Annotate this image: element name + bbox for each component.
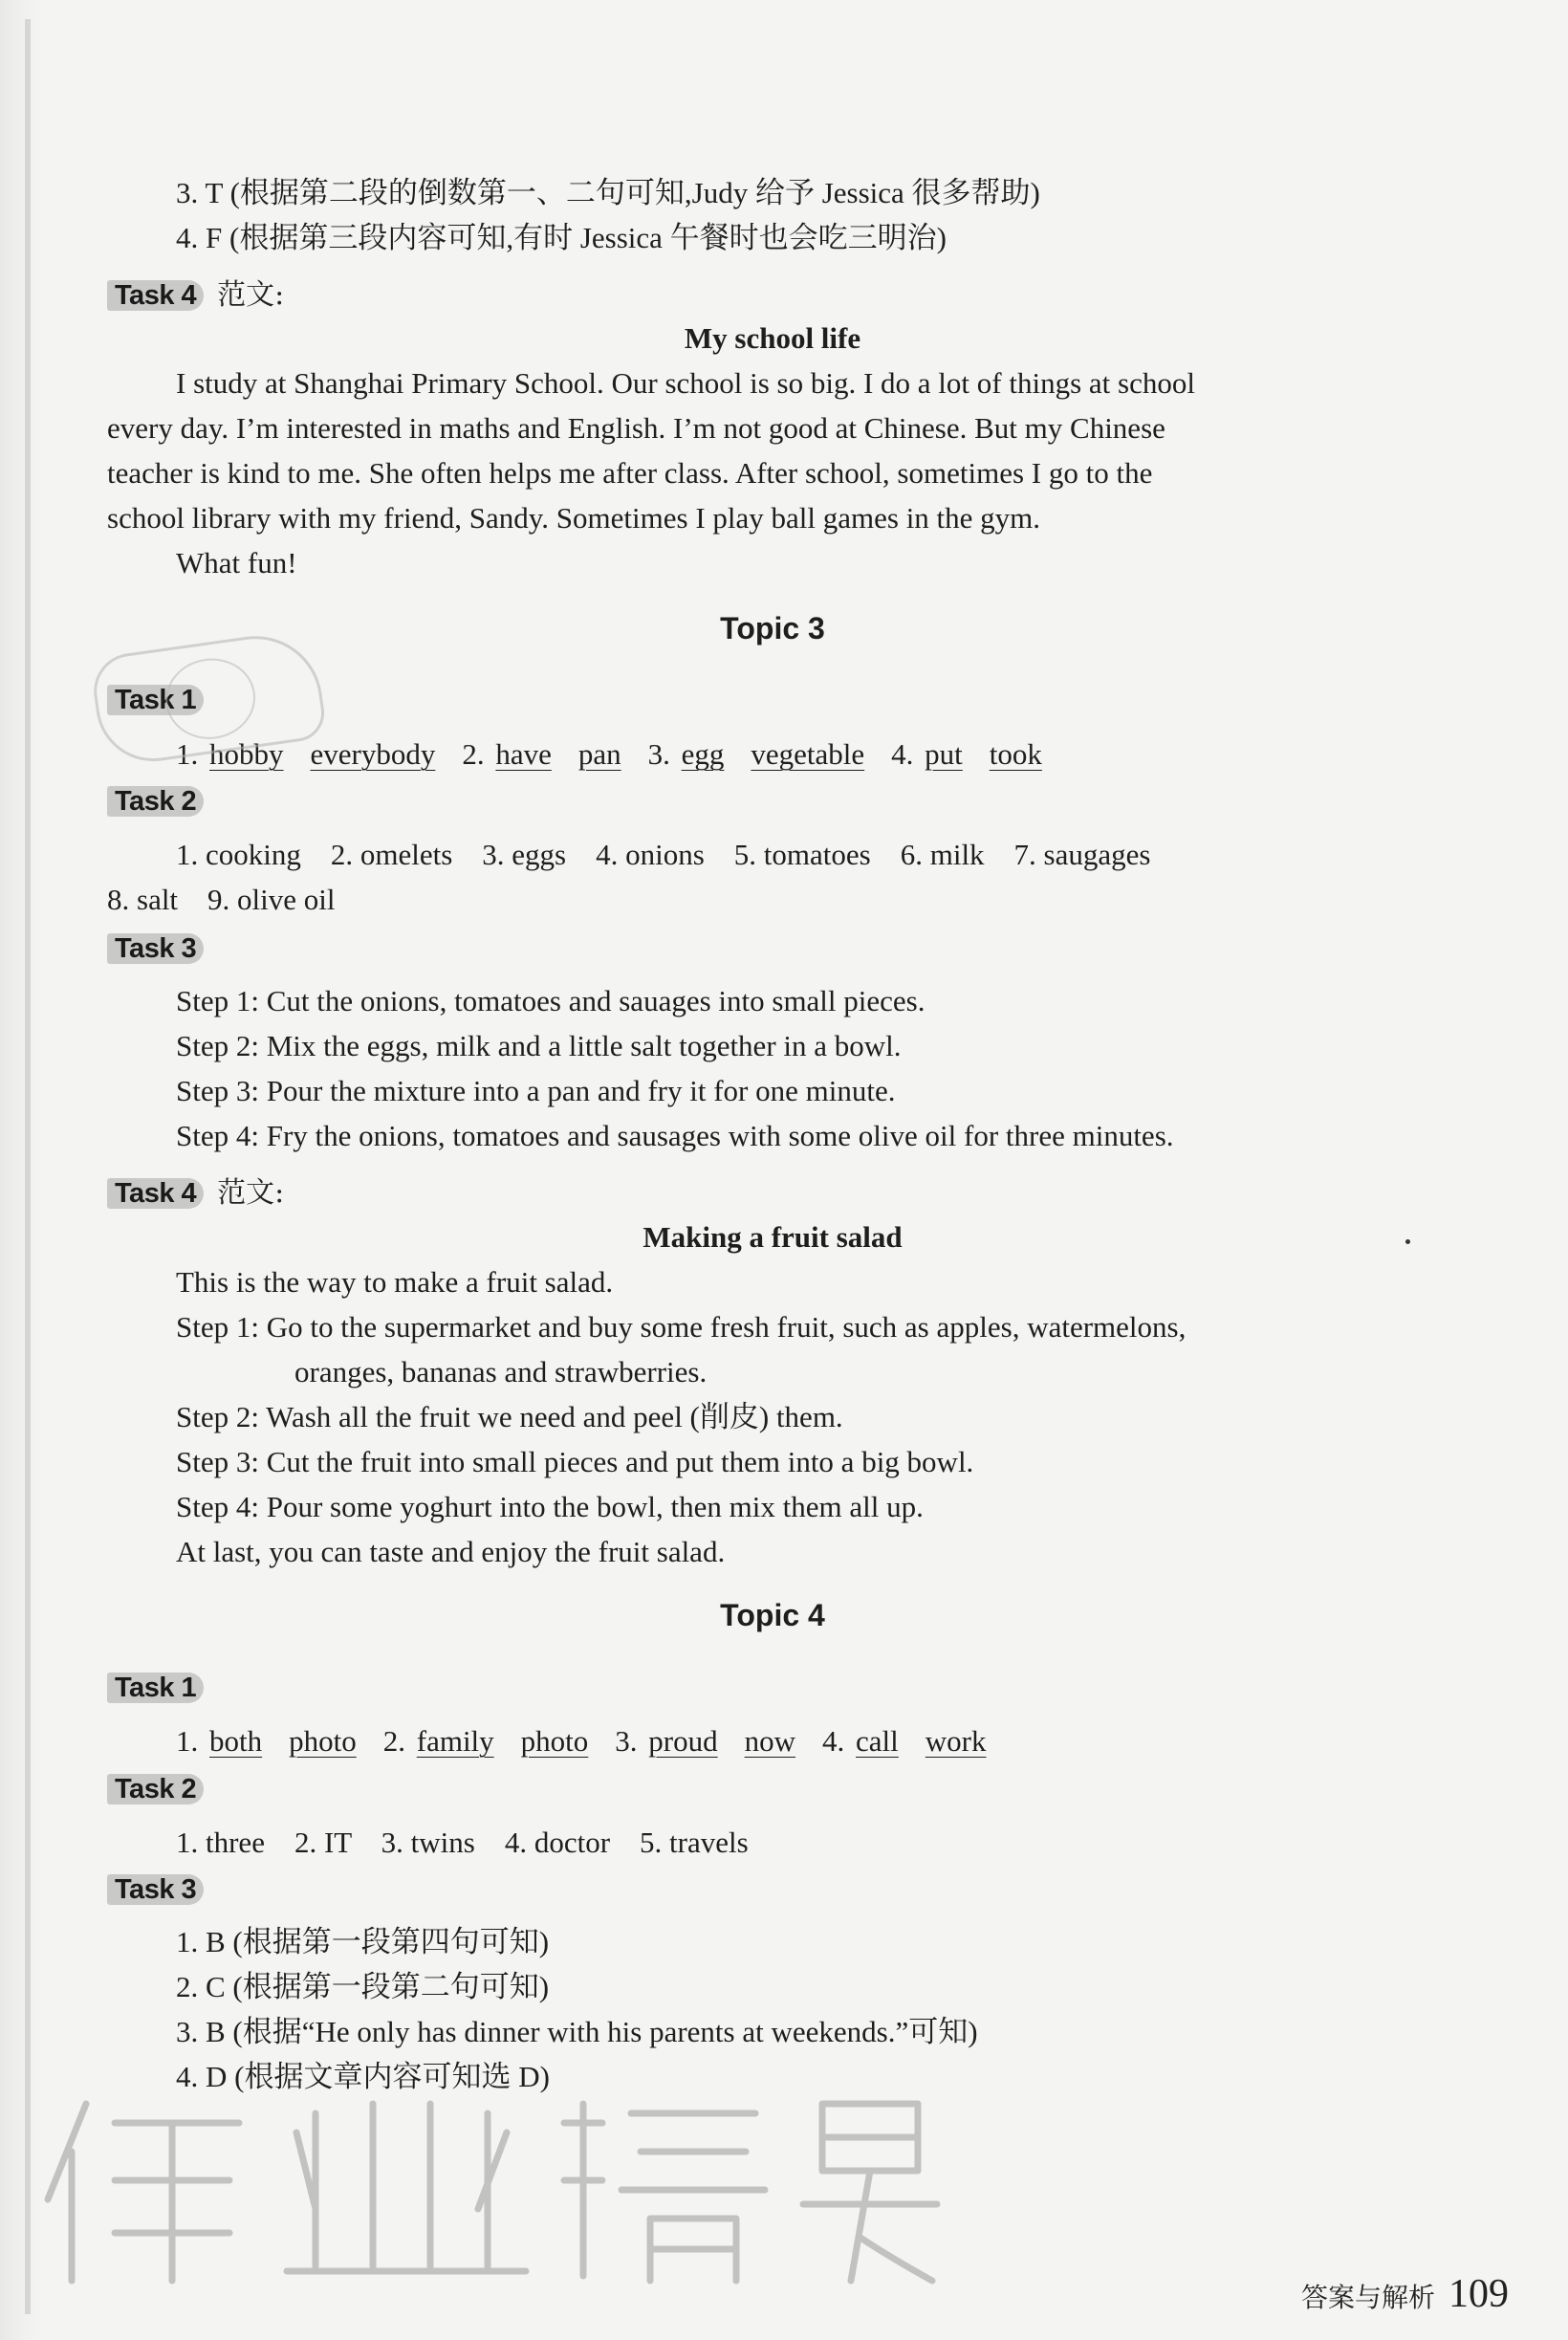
answer-word: pan	[577, 737, 621, 771]
step-line: Step 4: Fry the onions, tomatoes and sausages with some olive oil for three minutes.	[176, 1119, 1174, 1152]
task-tag: Task 4	[107, 280, 204, 311]
item-number: 2.	[382, 1724, 413, 1758]
task-tag: Task 1	[107, 685, 204, 715]
task1-heading-topic4	[107, 1673, 1438, 1703]
task-tag: Task 3	[107, 1874, 204, 1905]
task3-heading-topic3	[107, 933, 1438, 964]
model-essay-label: 范文:	[217, 1176, 285, 1210]
step-line: Step 4: Pour some yoghurt into the bowl, then mix them all up.	[176, 1490, 924, 1523]
task-tag: Task 1	[107, 1673, 204, 1703]
task3-heading-topic4	[107, 1874, 1438, 1905]
essay-line: I study at Shanghai Primary School. Our school is so big. I do a lot of things at school	[176, 366, 1195, 400]
item-number: 4.	[891, 737, 922, 771]
task4-heading-topic3	[107, 1170, 1438, 1215]
step-line: Step 2: Wash all the fruit we need and peel (削皮) them.	[176, 1400, 843, 1433]
spine-edge	[25, 19, 31, 2314]
item-number: 1.	[176, 737, 206, 771]
answer-t3-item4: 4. F (根据第三段内容可知,有时 Jessica 午餐时也会吃三明治)	[176, 221, 947, 254]
answer-item: 1. B (根据第一段第四句可知)	[176, 1925, 550, 1958]
model-essay-label: 范文:	[217, 278, 285, 312]
answer-word: family	[416, 1724, 494, 1758]
essay-line: At last, you can taste and enjoy the fruit salad.	[176, 1535, 726, 1568]
topic-4-heading: Topic 4	[720, 1598, 825, 1632]
book-spine-shadow	[0, 0, 42, 2340]
task-tag: Task 3	[107, 933, 204, 964]
answer-word: hobby	[209, 737, 284, 771]
answer-word: call	[856, 1724, 899, 1758]
task-tag: Task 2	[107, 786, 204, 817]
answer-word: work	[925, 1724, 987, 1758]
item-number: 4.	[822, 1724, 853, 1758]
answer-word: photo	[520, 1724, 589, 1758]
answer-word: now	[744, 1724, 796, 1758]
ink-dot	[1405, 1239, 1410, 1244]
page-footer	[1301, 2271, 1509, 2317]
topic-3-heading: Topic 3	[720, 611, 825, 645]
answer-word: everybody	[310, 737, 436, 771]
answer-word: egg	[681, 737, 725, 771]
answer-word: proud	[648, 1724, 718, 1758]
step-line: Step 1: Go to the supermarket and buy some fresh fruit, such as apples, watermelons,	[176, 1310, 1187, 1344]
answer-item: 2. C (根据第一段第二句可知)	[176, 1970, 550, 2003]
step-line: Step 1: Cut the onions, tomatoes and sauages into small pieces.	[176, 984, 926, 1017]
step-line-continued: oranges, bananas and strawberries.	[294, 1355, 708, 1389]
watermark-logo	[29, 2066, 947, 2295]
essay-line: teacher is kind to me. She often helps me after class. After school, sometimes I go to the	[107, 456, 1153, 490]
topic4-task2-line: 1. three 2. IT 3. twins 4. doctor 5. travels	[176, 1826, 749, 1859]
item-number: 3.	[647, 737, 678, 771]
task2-heading-topic3	[107, 786, 1438, 817]
answer-t3-item3: 3. T (根据第二段的倒数第一、二句可知,Judy 给予 Jessica 很多帮助)	[176, 176, 1040, 209]
answer-word: have	[495, 737, 552, 771]
answer-word: both	[209, 1724, 263, 1758]
answer-item: 3. B (根据“He only has dinner with his parents at weekends.”可知)	[176, 2015, 978, 2048]
item-number: 2.	[462, 737, 492, 771]
section-label: 答案与解析	[1300, 2282, 1435, 2313]
essay-line: every day. I’m interested in maths and English. I’m not good at Chinese. But my Chinese	[107, 411, 1165, 445]
topic3-task1-answers	[107, 732, 1507, 776]
essay-title: Making a fruit salad	[642, 1220, 903, 1254]
answer-word: put	[925, 737, 963, 771]
topic4-task1-answers	[107, 1718, 1507, 1763]
task-tag: Task 4	[107, 1178, 204, 1209]
step-line: Step 2: Mix the eggs, milk and a little salt together in a bowl.	[176, 1029, 902, 1062]
answer-word: photo	[289, 1724, 357, 1758]
answer-word: took	[989, 737, 1042, 771]
answer-word: vegetable	[751, 737, 865, 771]
answer-item: 4. D (根据文章内容可知选 D)	[176, 2060, 550, 2093]
item-number: 1.	[176, 1724, 206, 1758]
step-line: Step 3: Cut the fruit into small pieces and put them into a big bowl.	[176, 1445, 974, 1478]
page-number: 109	[1448, 2272, 1509, 2316]
answer-page	[107, 0, 1438, 2340]
task-tag: Task 2	[107, 1774, 204, 1804]
topic3-task2-line1: 1. cooking 2. omelets 3. eggs 4. onions 5. tomatoes 6. milk 7. saugages	[176, 838, 1151, 871]
essay-line: school library with my friend, Sandy. Sometimes I play ball games in the gym.	[107, 501, 1041, 535]
item-number: 3.	[615, 1724, 645, 1758]
stamp-seal	[161, 653, 261, 745]
essay-line: What fun!	[176, 546, 297, 580]
topic3-task2-line2: 8. salt 9. olive oil	[107, 883, 336, 916]
step-line: Step 3: Pour the mixture into a pan and fry it for one minute.	[176, 1074, 896, 1107]
task2-heading-topic4	[107, 1774, 1438, 1804]
essay-line: This is the way to make a fruit salad.	[176, 1265, 614, 1299]
task4-heading-topic2	[107, 273, 1438, 317]
essay-title: My school life	[684, 321, 861, 355]
